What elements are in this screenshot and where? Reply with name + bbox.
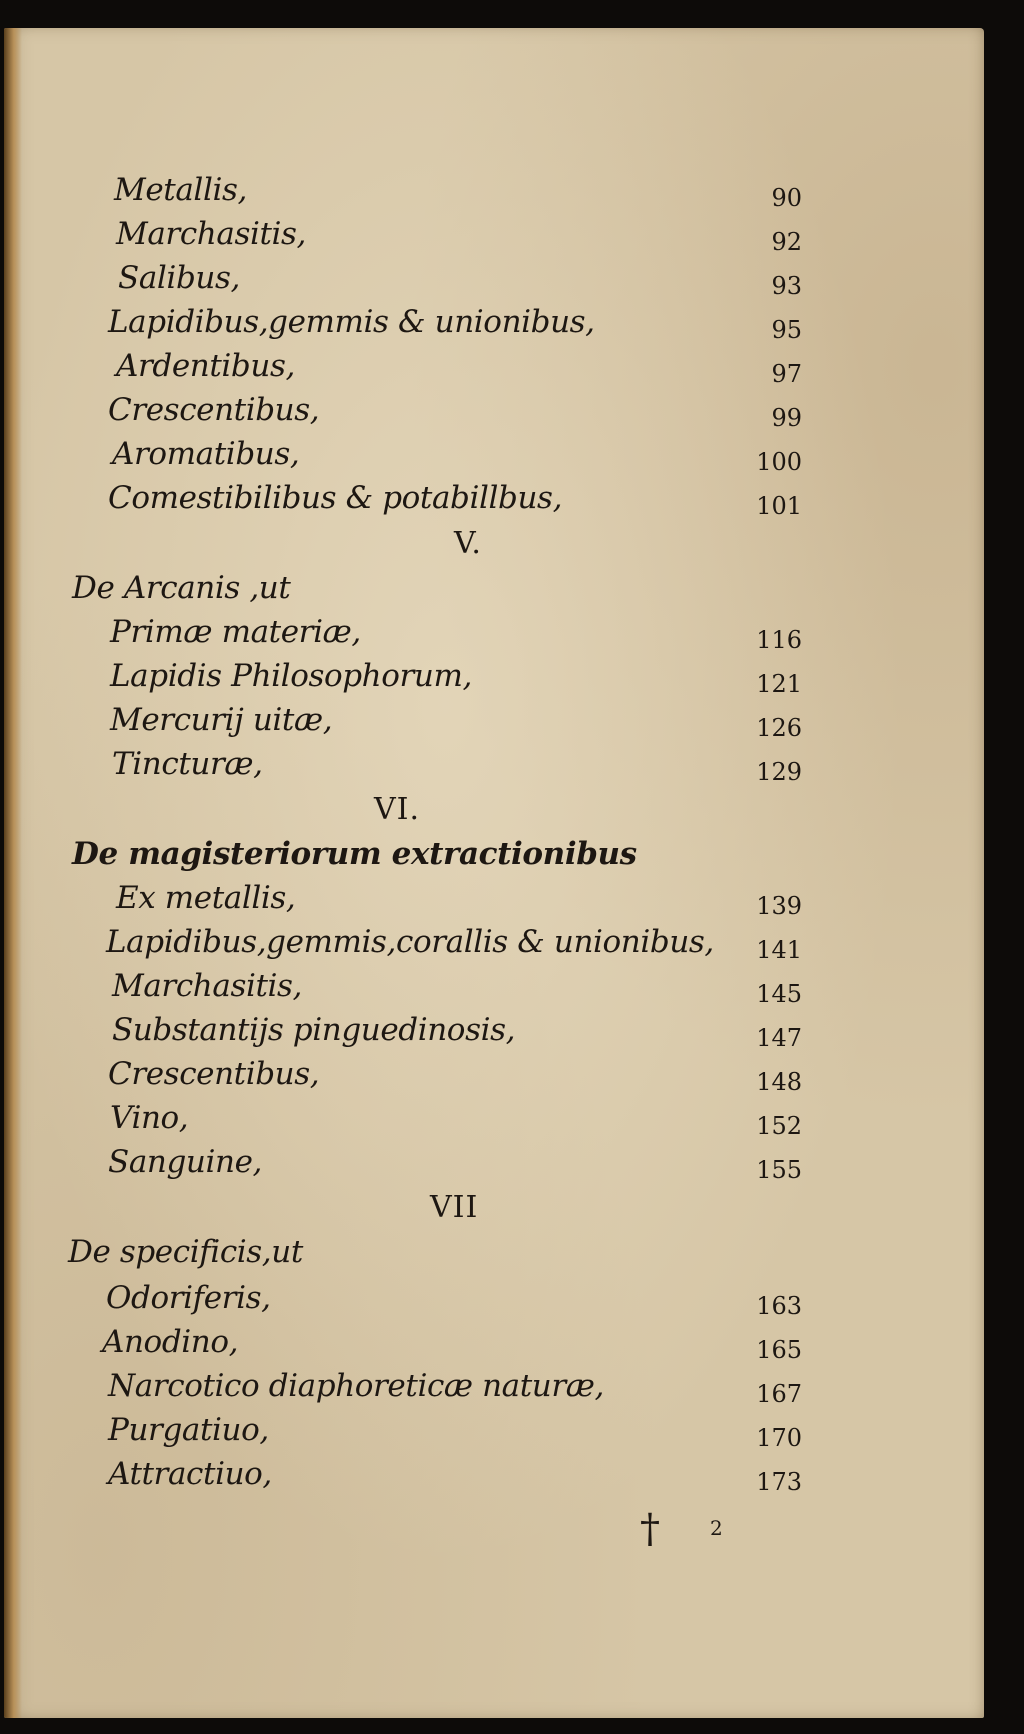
toc-entry-marchasitis: Marchasitis, xyxy=(116,216,307,252)
binding-shadow xyxy=(4,28,22,1718)
section-heading-v: V. xyxy=(454,526,482,561)
toc-entry-sanguine: Sanguine, xyxy=(108,1144,262,1180)
book-page xyxy=(4,28,984,1718)
page-number: 93 xyxy=(771,272,802,300)
page-number: 152 xyxy=(756,1112,802,1140)
page-number: 97 xyxy=(771,360,802,388)
toc-entry-narcotico: Narcotico diaphoreticæ naturæ, xyxy=(108,1368,604,1404)
page-number: 148 xyxy=(756,1068,802,1096)
page-number: 141 xyxy=(756,936,802,964)
page-number: 145 xyxy=(756,980,802,1008)
toc-entry-metallis: Metallis, xyxy=(114,172,247,208)
signature-number: 2 xyxy=(710,1516,723,1540)
section-title-arcanis: De Arcanis ,ut xyxy=(72,570,291,606)
page-number: 167 xyxy=(756,1380,802,1408)
page-number: 163 xyxy=(756,1292,802,1320)
toc-entry-purgatiuo: Purgatiuo, xyxy=(108,1412,269,1448)
toc-entry-crescentibus: Crescentibus, xyxy=(108,392,320,428)
toc-entry-lapidibus-corallis: Lapidibus,gemmis,corallis & unionibus, xyxy=(106,924,714,960)
toc-entry-crescentibus-2: Crescentibus, xyxy=(108,1056,320,1092)
page-number: 139 xyxy=(756,892,802,920)
page-number: 90 xyxy=(771,184,802,212)
section-title-specificis: De specificis,ut xyxy=(68,1234,303,1270)
toc-entry-odoriferis: Odoriferis, xyxy=(106,1280,271,1316)
toc-entry-lapidis-philosophorum: Lapidis Philosophorum, xyxy=(110,658,472,694)
toc-entry-ex-metallis: Ex metallis, xyxy=(116,880,296,916)
page-number: 155 xyxy=(756,1156,802,1184)
page-number: 101 xyxy=(756,492,802,520)
toc-entry-substantijs: Substantijs pinguedinosis, xyxy=(112,1012,516,1048)
page-number: 173 xyxy=(756,1468,802,1496)
dagger-signature-mark: † xyxy=(640,1506,660,1552)
toc-entry-lapidibus: Lapidibus,gemmis & unionibus, xyxy=(108,304,595,340)
page-number: 147 xyxy=(756,1024,802,1052)
toc-entry-attractiuo: Attractiuo, xyxy=(108,1456,272,1492)
toc-entry-comestibilibus: Comestibilibus & potabillbus, xyxy=(108,480,563,516)
toc-entry-marchasitis-2: Marchasitis, xyxy=(112,968,303,1004)
toc-entry-aromatibus: Aromatibus, xyxy=(112,436,300,472)
page-number: 116 xyxy=(756,626,802,654)
toc-entry-salibus: Salibus, xyxy=(118,260,240,296)
toc-entry-primae-materiae: Primæ materiæ, xyxy=(110,614,361,650)
page-number: 129 xyxy=(756,758,802,786)
page-number: 126 xyxy=(756,714,802,742)
toc-entry-ardentibus: Ardentibus, xyxy=(116,348,295,384)
section-title-magisteriorum: De magisteriorum extractionibus xyxy=(72,836,637,872)
toc-entry-mercurij-uitae: Mercurij uitæ, xyxy=(110,702,333,738)
page-number: 121 xyxy=(756,670,802,698)
page-number: 95 xyxy=(771,316,802,344)
toc-entry-anodino: Anodino, xyxy=(102,1324,239,1360)
page-number: 100 xyxy=(756,448,802,476)
toc-entry-vino: Vino, xyxy=(110,1100,189,1136)
section-heading-vii: VII xyxy=(430,1190,479,1225)
page-number: 165 xyxy=(756,1336,802,1364)
toc-entry-tincturae: Tincturæ, xyxy=(112,746,263,782)
page-number: 170 xyxy=(756,1424,802,1452)
page-number: 99 xyxy=(771,404,802,432)
page-number: 92 xyxy=(771,228,802,256)
section-heading-vi: VI. xyxy=(374,792,421,827)
